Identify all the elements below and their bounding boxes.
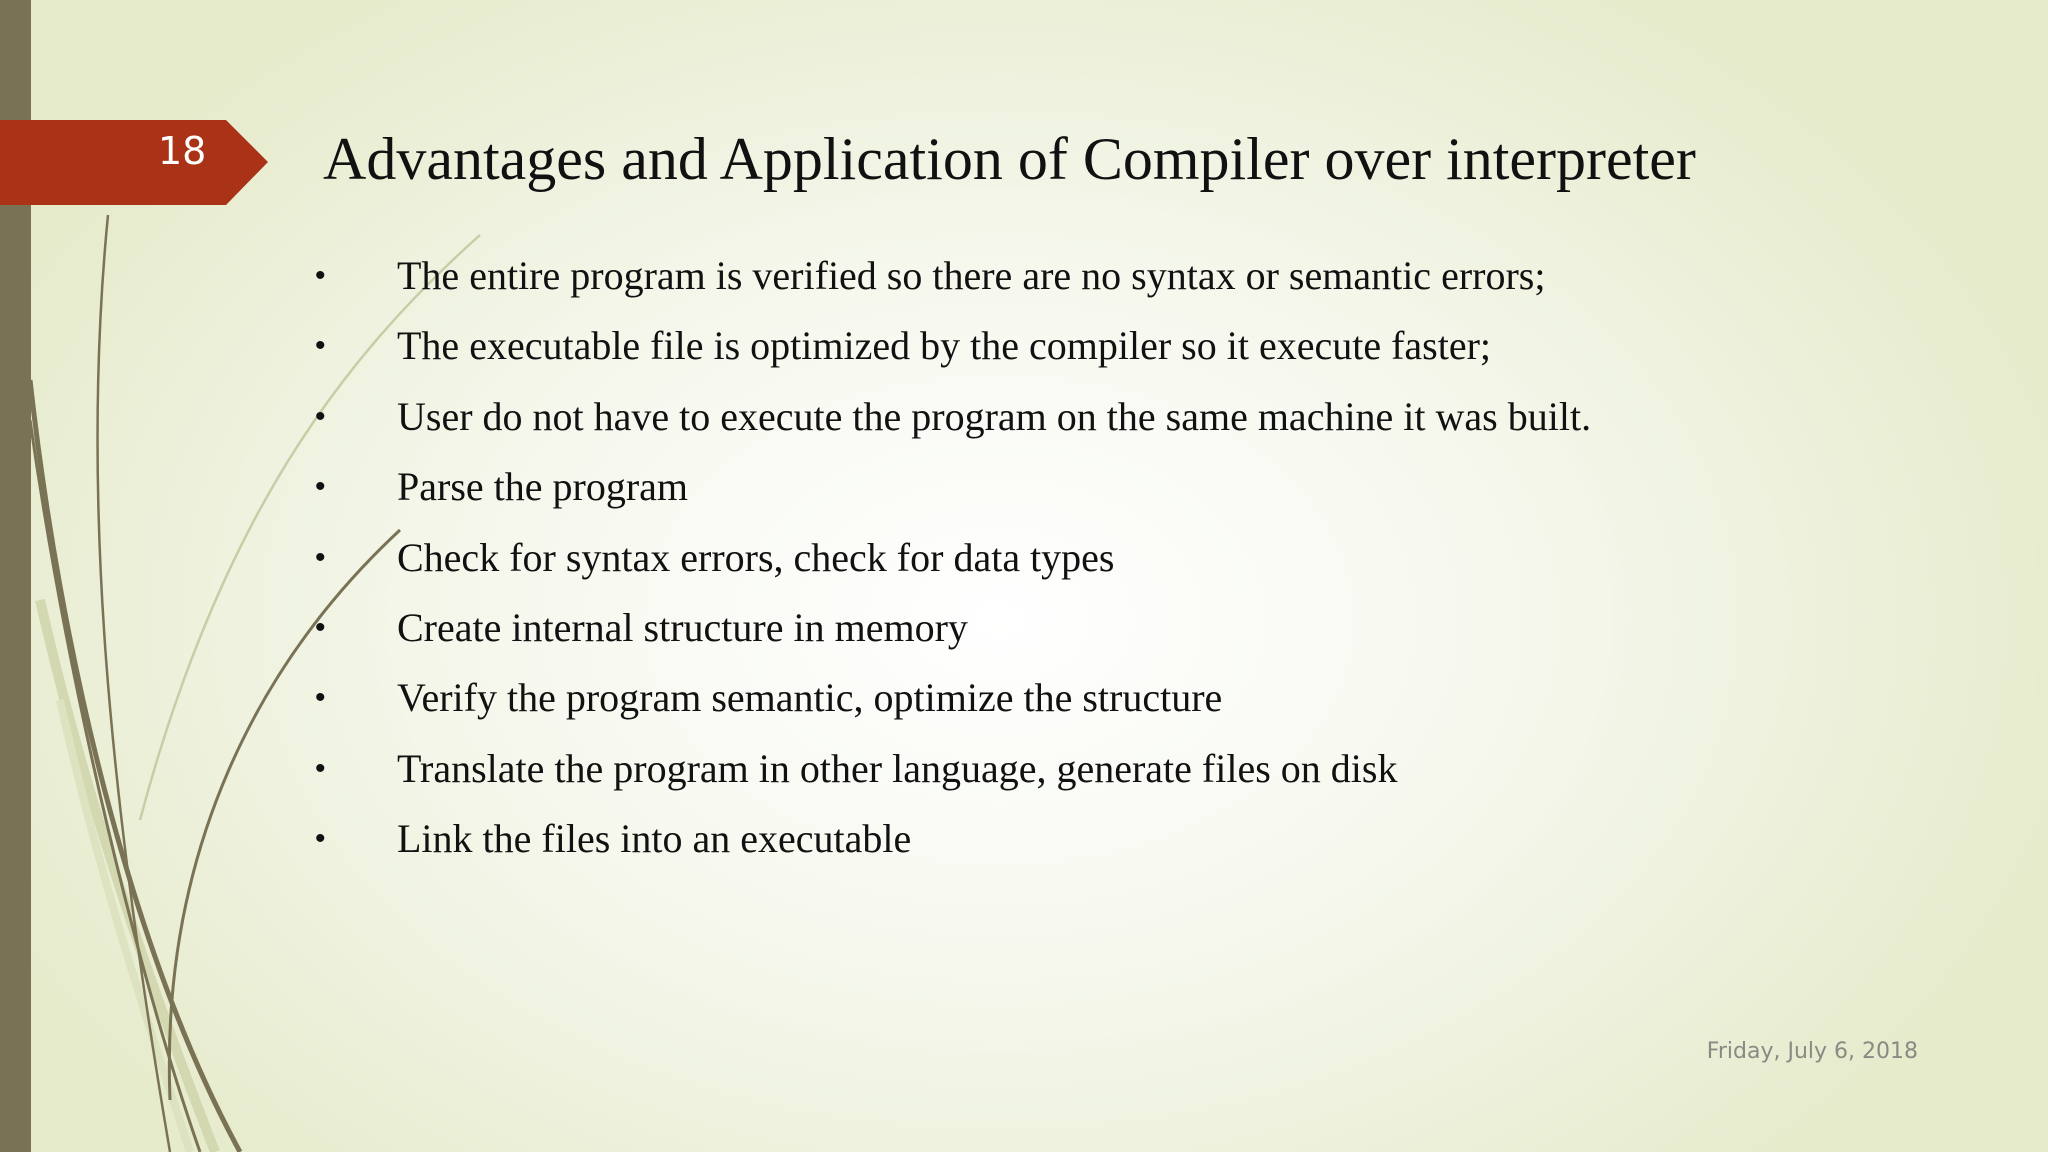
bullet-item xyxy=(315,459,2015,529)
bullet-text: The executable file is optimized by the compiler so it execute faster; xyxy=(397,323,1492,369)
bullet-glyph: • xyxy=(315,681,326,715)
bullet-item xyxy=(315,670,2015,740)
bullet-text: Translate the program in other language, generate files on disk xyxy=(397,745,1398,791)
slide-date: Friday, July 6, 2018 xyxy=(1706,1039,1918,1064)
slide-title: Advantages and Application of Compiler over interpreter xyxy=(323,126,1696,192)
bullet-text: Link the files into an executable xyxy=(397,816,912,862)
bullet-glyph: • xyxy=(315,540,326,574)
bullet-item xyxy=(315,530,2015,600)
bullet-item xyxy=(315,248,2015,318)
bullet-glyph: • xyxy=(315,470,326,504)
bullet-text: Check for syntax errors, check for data types xyxy=(397,534,1115,580)
bullet-item xyxy=(315,811,2015,881)
bullet-item xyxy=(315,389,2015,459)
bullet-text: Parse the program xyxy=(397,464,689,510)
bullet-glyph: • xyxy=(315,399,326,433)
slide-number: 18 xyxy=(158,129,207,173)
bullet-item xyxy=(315,600,2015,670)
bullet-text: Create internal structure in memory xyxy=(397,604,968,650)
bullet-glyph: • xyxy=(315,822,326,856)
bullet-glyph: • xyxy=(315,259,326,292)
bullet-glyph: • xyxy=(315,610,326,644)
bullet-item xyxy=(315,318,2015,388)
bullet-item xyxy=(315,741,2015,811)
bullet-text: The entire program is verified so there are no syntax or semantic errors; xyxy=(397,253,1546,298)
bullet-list xyxy=(315,248,2015,882)
bullet-text: User do not have to execute the program on the same machine it was built. xyxy=(397,393,1592,439)
bullet-text: Verify the program semantic, optimize the structure xyxy=(397,675,1223,721)
bullet-glyph: • xyxy=(315,751,326,785)
bullet-glyph: • xyxy=(315,329,326,363)
